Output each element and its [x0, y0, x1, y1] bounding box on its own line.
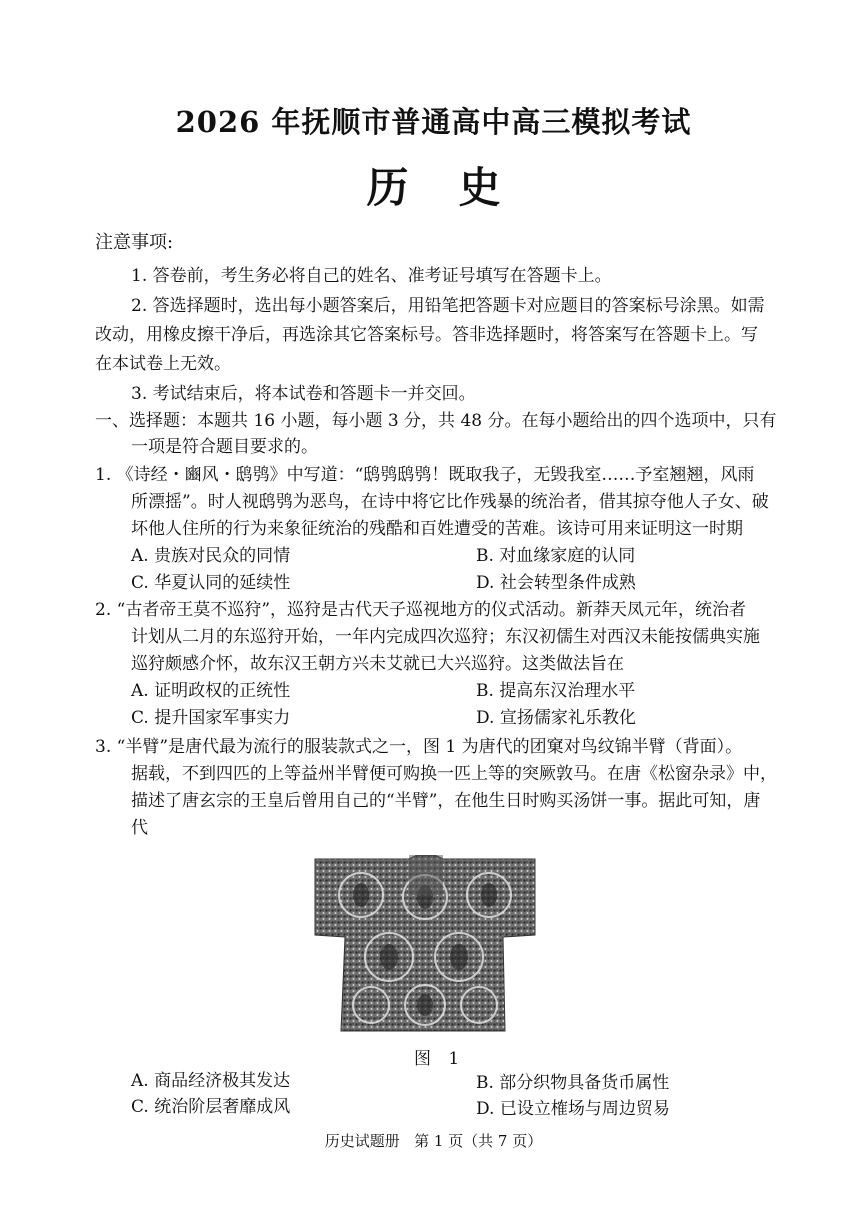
question-2-option-d: D. 宣扬儒家礼乐教化	[476, 708, 636, 728]
question-3-option-d: D. 已设立榷场与周边贸易	[476, 1099, 670, 1119]
question-1-text: 所漂摇”。时人视鸱鸮为恶鸟，在诗中将它比作残暴的统治者，借其掠夺他人子女、破	[131, 492, 769, 512]
notice-line: 3. 考试结束后，将本试卷和答题卡一并交回。	[131, 384, 476, 404]
subject-title: 历史	[366, 163, 551, 212]
question-2-text: 巡狩颇感介怀，故东汉王朝方兴未艾就已大兴巡狩。这类做法旨在	[131, 654, 624, 674]
question-3-option-a: A. 商品经济极其发达	[131, 1071, 291, 1091]
question-3-text: 据载，不到四匹的上等益州半臂便可购换一匹上等的突厥敦马。在唐《松窗杂录》中，	[131, 764, 777, 784]
question-1-text: 坏他人住所的行为来象征统治的残酷和百姓遭受的苦难。该诗可用来证明这一时期	[131, 519, 743, 539]
figure-caption: 图 1	[414, 1049, 466, 1069]
question-2-text: 2. “古者帝王莫不巡狩”，巡狩是古代天子巡视地方的仪式活动。新莽天凤元年，统治者	[95, 600, 747, 620]
brocade-half-sleeve-image	[313, 855, 537, 1035]
notice-line: 2. 答选择题时，选出每小题答案后，用铅笔把答题卡对应题目的答案标号涂黑。如需	[131, 296, 765, 316]
question-3-text: 描述了唐玄宗的王皇后曾用自己的“半臂”，在他生日时购买汤饼一事。据此可知，唐	[131, 791, 761, 811]
question-3-option-b: B. 部分织物具备货币属性	[476, 1073, 670, 1093]
question-3-option-c: C. 统治阶层奢靡成风	[131, 1097, 291, 1117]
question-1-option-b: B. 对血缘家庭的认同	[476, 546, 636, 566]
page-footer: 历史试题册 第 1 页（共 7 页）	[324, 1132, 543, 1150]
question-1-option-d: D. 社会转型条件成熟	[476, 573, 636, 593]
section-heading: 一项是符合题目要求的。	[131, 437, 318, 457]
notice-heading: 注意事项:	[95, 232, 174, 253]
question-3-text: 代	[131, 818, 148, 838]
question-2-option-a: A. 证明政权的正统性	[131, 681, 291, 701]
notice-line: 改动，用橡皮擦干净后，再选涂其它答案标号。答非选择题时，将答案写在答题卡上。写	[95, 325, 758, 345]
question-1-option-c: C. 华夏认同的延续性	[131, 573, 291, 593]
exam-title: 2026 年抚顺市普通高中高三模拟考试	[175, 105, 692, 139]
notice-line: 在本试卷上无效。	[95, 354, 231, 374]
question-1-text: 1. 《诗经・豳风・鸱鸮》中写道：“鸱鸮鸱鸮！既取我子，无毁我室……予室翘翘，风雨	[95, 465, 755, 485]
notice-line: 1. 答卷前，考生务必将自己的姓名、准考证号填写在答题卡上。	[131, 266, 612, 286]
question-2-text: 计划从二月的东巡狩开始，一年内完成四次巡狩；东汉初儒生对西汉未能按儒典实施	[131, 627, 760, 647]
section-heading: 一、选择题：本题共 16 小题，每小题 3 分，共 48 分。在每小题给出的四个选项中，只有	[95, 411, 777, 431]
question-3-text: 3. “半臂”是唐代最为流行的服装款式之一，图 1 为唐代的团窠对鸟纹锦半臂（背面）。	[95, 737, 743, 757]
question-2-option-b: B. 提高东汉治理水平	[476, 681, 636, 701]
question-2-option-c: C. 提升国家军事实力	[131, 708, 291, 728]
question-1-option-a: A. 贵族对民众的同情	[131, 546, 291, 566]
